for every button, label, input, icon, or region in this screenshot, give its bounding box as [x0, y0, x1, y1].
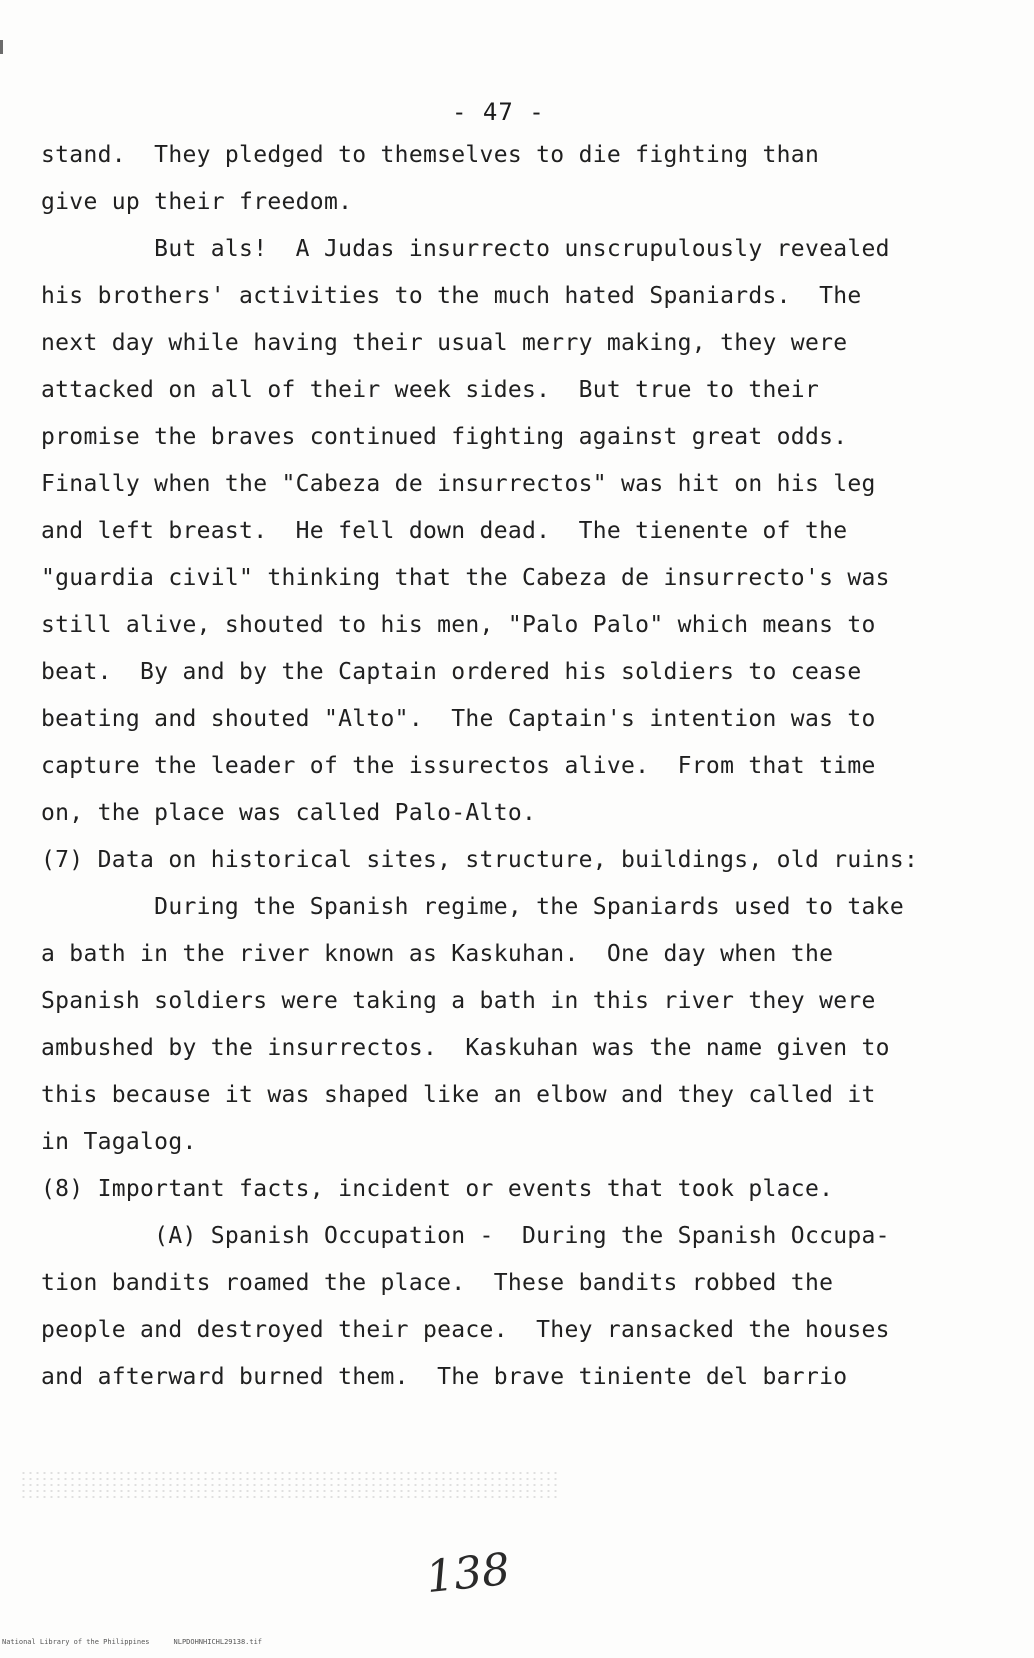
- text-line: people and destroyed their peace. They ransacked the houses: [41, 1317, 890, 1343]
- text-line: During the Spanish regime, the Spaniards used to take: [41, 894, 904, 920]
- text-line: a bath in the river known as Kaskuhan. One day when the: [41, 941, 834, 967]
- text-line: beating and shouted "Alto". The Captain's intention was to: [41, 706, 876, 732]
- text-line: ambushed by the insurrectos. Kaskuhan was the name given to: [41, 1035, 890, 1061]
- scan-footer: [2, 1638, 262, 1647]
- text-line: this because it was shaped like an elbow and they called it: [41, 1082, 876, 1108]
- text-line: stand. They pledged to themselves to die fighting than: [41, 142, 820, 168]
- library-name: National Library of the Philippines: [2, 1638, 150, 1646]
- text-line: still alive, shouted to his men, "Palo Palo" which means to: [41, 612, 876, 638]
- handwritten-folio-number: 138: [423, 1543, 513, 1604]
- section-heading: (8) Important facts, incident or events that took place.: [41, 1176, 834, 1202]
- text-line: and afterward burned them. The brave tiniente del barrio: [41, 1364, 848, 1390]
- text-line: tion bandits roamed the place. These bandits robbed the: [41, 1270, 834, 1296]
- text-line: on, the place was called Palo-Alto.: [41, 800, 537, 826]
- text-line: But als! A Judas insurrecto unscrupulously revealed: [41, 236, 890, 262]
- section-heading: (7) Data on historical sites, structure, buildings, old ruins:: [41, 847, 919, 873]
- text-line: (A) Spanish Occupation - During the Spanish Occupa-: [41, 1223, 890, 1249]
- text-line: capture the leader of the issurectos alive. From that time: [41, 753, 876, 779]
- text-line: attacked on all of their week sides. But true to their: [41, 377, 820, 403]
- text-line: give up their freedom.: [41, 189, 353, 215]
- text-line: promise the braves continued fighting against great odds.: [41, 424, 848, 450]
- text-line: "guardia civil" thinking that the Cabeza de insurrecto's was: [41, 565, 890, 591]
- text-line: beat. By and by the Captain ordered his soldiers to cease: [41, 659, 862, 685]
- scan-speckle: [20, 1470, 560, 1500]
- text-line: next day while having their usual merry making, they were: [41, 330, 848, 356]
- text-line: his brothers' activities to the much hated Spaniards. The: [41, 283, 862, 309]
- text-line: Spanish soldiers were taking a bath in this river they were: [41, 988, 876, 1014]
- margin-mark: [0, 40, 3, 54]
- text-line: in Tagalog.: [41, 1129, 197, 1155]
- text-line: Finally when the "Cabeza de insurrectos" was hit on his leg: [41, 471, 876, 497]
- page-number: - 47 -: [452, 98, 545, 126]
- text-line: and left breast. He fell down dead. The tienente of the: [41, 518, 848, 544]
- file-id: NLPDOHNHICHL29138.tif: [173, 1638, 263, 1646]
